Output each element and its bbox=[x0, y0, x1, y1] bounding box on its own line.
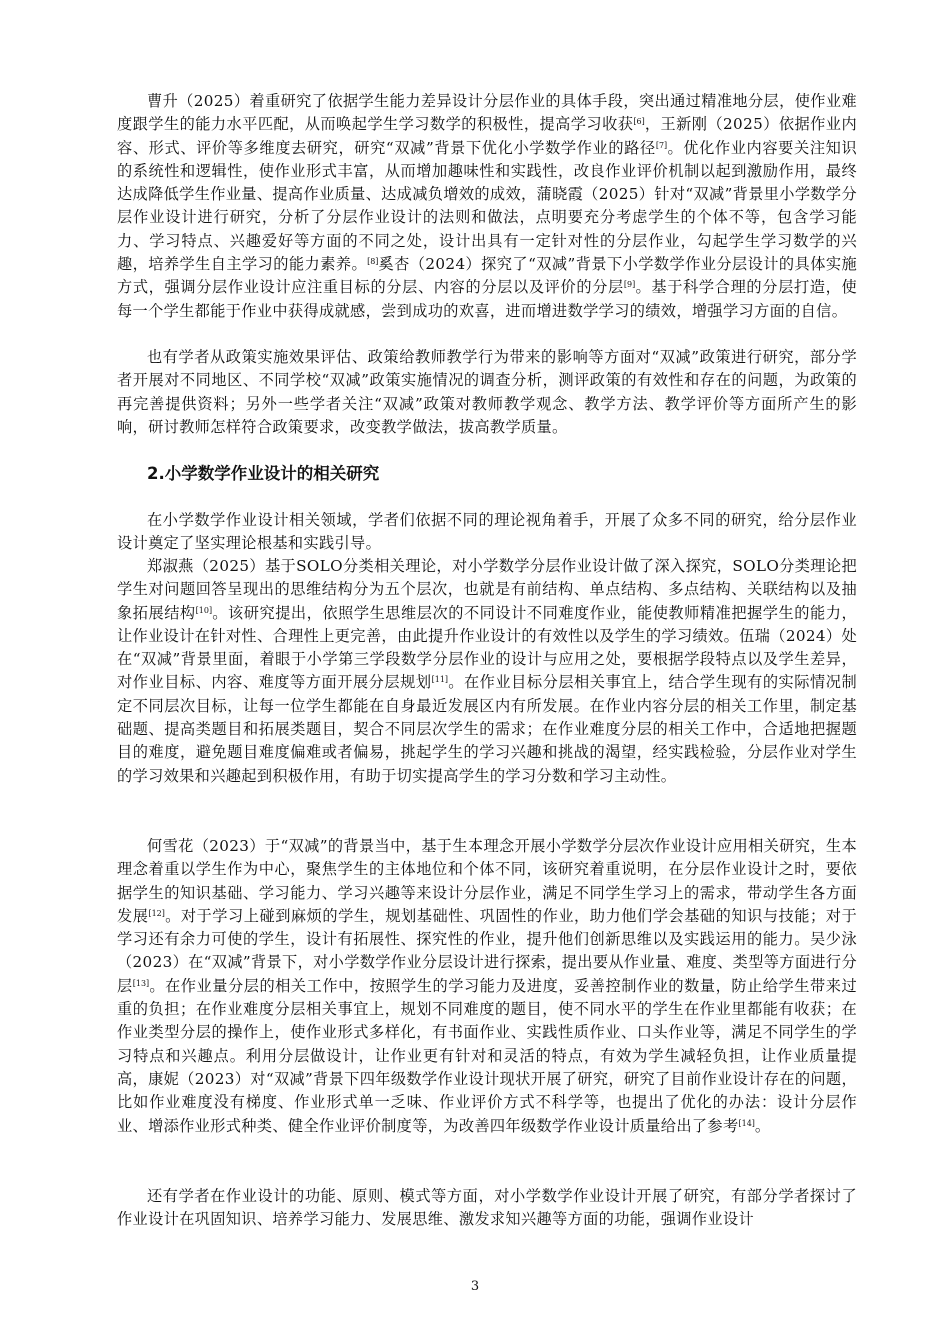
citation-ref: [13] bbox=[132, 978, 150, 988]
citation-ref: [12] bbox=[148, 908, 165, 918]
paragraph-policy-research: 也有学者从政策实施效果评估、政策给教师教学行为带来的影响等方面对“双减”政策进行研究，部分学者开展对不同地区、不同学校“双减”政策实施情况的调查分析，测评政策的有效性和存在的问题，为政策的再完善提供资料；另外一些学者关注“双减”政策对教师教学观念、教学方法、教学评价等方面所产生的影响，研讨教师怎样符合政策要求，改变教学做法，拔高教学质量。 bbox=[117, 348, 857, 436]
section-heading: 2.小学数学作业设计的相关研究 bbox=[147, 464, 380, 483]
paragraph-text: 曹升（2025）着重研究了依据学生能力差异设计分层作业的具体手段，突出通过精准地分层，使作业难度跟学生的能力水平匹配，从而唤起学生学习数学的积极性，提高学习收获 bbox=[117, 92, 857, 134]
paragraph-text: 。在作业目标分层相关事宜上，结合学生现有的实际情况制定不同层次目标，让每一位学生都能在自身最近发展区内有所发展。在作业内容分层的相关工作里，制定基础题、提高类题目和拓展类题目，契合不同层次学生的需求；在作业难度分层的相关工作中，合适地把握题目的难度，避免题目难度偏难或者偏易，挑起学生的学习兴趣和挑战的渴望，经实践检验，分层作业对学生的学习效果和兴趣起到积极作用，有助于切实提高学生的学习分数和学习主动性。 bbox=[117, 673, 858, 785]
spacer bbox=[117, 495, 857, 509]
citation-ref: [7] bbox=[655, 140, 668, 150]
citation-ref: [8] bbox=[367, 257, 379, 267]
paragraph-design-intro: 在小学数学作业设计相关领域，学者们依据不同的理论视角着手，开展了众多不同的研究，给分层作业设计奠定了坚实理论根基和实践引导。 bbox=[117, 511, 857, 553]
paragraph-text: 何雪花（2023）于“双减”的背景当中，基于生本理念开展小学数学分层次作业设计应用相关研究，生本理念着重以学生作为中心，聚焦学生的主体地位和个体不同，该研究着重说明，在分层作业设计之时，要依据学生的知识基础、学习能力、学习兴趣等来设计分层作业，满足不同学生学习上的需求，带动学生各方面发展 bbox=[117, 837, 857, 925]
paragraph-zheng-shuyan bbox=[117, 555, 857, 835]
paragraph-text: 。该研究提出，依照学生思维层次的不同设计不同难度作业，能使教师精准把握学生的能力，让作业设计在针对性、合理性上更完善，由此提升作业设计的有效性以及学生的学习绩效。伍瑞（2024）处在“双减”背景里面，着眼于小学第三学段数学分层作业的设计与应用之处，要根据学段特点以及学生差异，对作业目标、内容、难度等方面开展分层规划 bbox=[117, 603, 857, 692]
citation-ref: [10] bbox=[195, 605, 213, 615]
document-body bbox=[117, 90, 857, 1231]
citation-ref: [11] bbox=[431, 675, 449, 685]
citation-ref: [9] bbox=[623, 280, 636, 290]
paragraph-text: 。基于科学合理的分层打造，使每一个学生都能于作业中获得成就感，尝到成功的欢喜，进而增进数学学习的绩效，增强学习方面的自信。 bbox=[117, 278, 857, 320]
page-number: 3 bbox=[470, 1279, 480, 1294]
citation-ref: [14] bbox=[738, 1118, 755, 1128]
paragraph-he-xuehua bbox=[117, 835, 857, 1185]
paragraph-text: ，王新刚（2025）依据作业内容、形式、评价等多维度去研究，研究“双减”背景下优化小学数学作业的路径 bbox=[117, 115, 857, 157]
paragraph-text: 。对于学习上碰到麻烦的学生，规划基础性、巩固性的作业，助力他们学会基础的知识与技能；对于学习还有余力可使的学生，设计有拓展性、探究性的作业，提升他们创新思维以及实践运用的能力。吴少泳（2023）在“双减”背景下，对小学数学作业分层设计进行探索，提出要从作业量、难度、类型等方面进行分层 bbox=[117, 906, 857, 995]
paragraph-text: 。 bbox=[754, 1116, 771, 1135]
paragraph-text: 郑淑燕（2025）基于SOLO分类相关理论，对小学数学分层作业设计做了深入探究，SOLO分类理论把学生对问题回答呈现出的思维结构分为五个层次，也就是有前结构、单点结构、多点结构、关联结构以及抽象拓展结构 bbox=[117, 557, 857, 622]
paragraph-text: 奚杏（2024）探究了“双减”背景下小学数学作业分层设计的具体实施方式，强调分层作业设计应注重目标的分层、内容的分层以及评价的分层 bbox=[117, 255, 857, 297]
paragraph-function-research: 还有学者在作业设计的功能、原则、模式等方面，对小学数学作业设计开展了研究，有部分学者探讨了作业设计在巩固知识、培养学习能力、发展思维、激发求知兴趣等方面的功能，强调作业设计 bbox=[117, 1187, 857, 1229]
citation-ref: [6] bbox=[633, 117, 645, 127]
paragraph-cao-sheng bbox=[117, 90, 857, 346]
paragraph-text: 。优化作业内容要关注知识的系统性和逻辑性，使作业形式丰富，从而增加趣味性和实践性，改良作业评价机制以起到激励作用，最终达成降低学生作业量、提高作业质量、达成减负增效的成效，蒲晓霞（2025）针对“双减”背景里小学数学分层作业设计进行研究，分析了分层作业设计的法则和做法，点明要充分考虑学生的个体不等，包含学习能力、学习特点、兴趣爱好等方面的不同之处，设计出具有一定针对性的分层作业，勾起学生学习数学的兴趣，培养学生自主学习的能力素养。 bbox=[117, 138, 858, 274]
paragraph-text: 。在作业量分层的相关工作中，按照学生的学习能力及进度，妥善控制作业的数量，防止给学生带来过重的负担；在作业难度分层相关事宜上，规划不同难度的题目，使不同水平的学生在作业里都能有收获；在作业类型分层的操作上，使作业形式多样化，有书面作业、实践性质作业、口头作业等，满足不同学生的学习特点和兴趣点。利用分层做设计，让作业更有针对和灵活的特点，有效为学生减轻负担，让作业质量提高，康妮（2023）对“双减”背景下四年级数学作业设计现状开展了研究，研究了目前作业设计存在的问题，比如作业难度没有梯度、作业形式单一乏味、作业评价方式不科学等，也提出了优化的办法：设计分层作业、增添作业形式种类、健全作业评价制度等，为改善四年级数学作业设计质量给出了参考 bbox=[117, 976, 857, 1135]
